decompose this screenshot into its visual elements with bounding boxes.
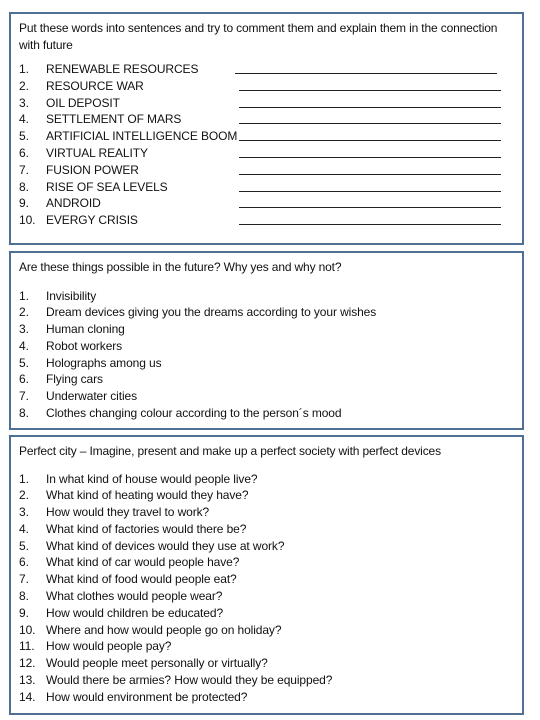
item-text: FUSION POWER bbox=[46, 162, 139, 177]
item-text: What kind of car would people have? bbox=[46, 555, 240, 570]
item-text: Would there be armies? How would they be equipped? bbox=[46, 673, 333, 688]
answer-line[interactable] bbox=[239, 174, 501, 175]
answer-line[interactable] bbox=[239, 123, 501, 124]
list-item bbox=[19, 128, 514, 145]
item-number: 9. bbox=[19, 196, 29, 211]
item-text: ANDROID bbox=[46, 196, 101, 211]
item-text: Holographs among us bbox=[46, 355, 162, 370]
item-text: How would they travel to work? bbox=[46, 505, 210, 520]
item-number: 3. bbox=[19, 505, 29, 520]
words-list bbox=[19, 61, 514, 229]
item-number: 13. bbox=[19, 673, 36, 688]
answer-line[interactable] bbox=[235, 73, 497, 74]
item-number: 3. bbox=[19, 322, 29, 337]
list-item bbox=[19, 212, 514, 229]
answer-line[interactable] bbox=[239, 140, 501, 141]
list-item bbox=[19, 388, 514, 405]
item-number: 10. bbox=[19, 213, 36, 228]
answer-line[interactable] bbox=[239, 207, 501, 208]
list-item bbox=[19, 145, 514, 162]
item-number: 6. bbox=[19, 372, 29, 387]
item-number: 8. bbox=[19, 589, 29, 604]
item-number: 5. bbox=[19, 355, 29, 370]
item-text: RESOURCE WAR bbox=[46, 78, 144, 93]
item-text: How would environment be protected? bbox=[46, 689, 248, 704]
item-text: How would people pay? bbox=[46, 639, 172, 654]
section-words-box bbox=[9, 12, 524, 245]
list-item bbox=[19, 655, 514, 672]
section-possible-title: Are these things possible in the future? Why yes and why not? bbox=[19, 260, 342, 274]
item-text: Would people meet personally or virtually? bbox=[46, 656, 268, 671]
list-item bbox=[19, 521, 514, 538]
item-text: What clothes would people wear? bbox=[46, 589, 223, 604]
list-item bbox=[19, 689, 514, 706]
list-item bbox=[19, 638, 514, 655]
item-number: 14. bbox=[19, 689, 36, 704]
list-item bbox=[19, 111, 514, 128]
list-item bbox=[19, 504, 514, 521]
section-perfect-city-title: Perfect city – Imagine, present and make up a perfect society with perfect devices bbox=[19, 444, 441, 458]
list-item bbox=[19, 338, 514, 355]
item-number: 12. bbox=[19, 656, 36, 671]
list-item bbox=[19, 622, 514, 639]
answer-line[interactable] bbox=[239, 107, 501, 108]
item-number: 7. bbox=[19, 572, 29, 587]
item-number: 8. bbox=[19, 179, 29, 194]
answer-line[interactable] bbox=[239, 90, 501, 91]
item-number: 7. bbox=[19, 389, 29, 404]
item-text: SETTLEMENT OF MARS bbox=[46, 112, 182, 127]
answer-line[interactable] bbox=[239, 224, 501, 225]
item-text: OIL DEPOSIT bbox=[46, 95, 120, 110]
answer-line[interactable] bbox=[239, 157, 501, 158]
list-item bbox=[19, 179, 514, 196]
answer-line[interactable] bbox=[239, 191, 501, 192]
section-perfect-city-box bbox=[9, 435, 524, 715]
list-item bbox=[19, 405, 514, 422]
section-possible-box bbox=[9, 251, 524, 430]
item-number: 5. bbox=[19, 129, 29, 144]
item-number: 2. bbox=[19, 488, 29, 503]
item-number: 2. bbox=[19, 78, 29, 93]
list-item bbox=[19, 288, 514, 305]
list-item bbox=[19, 355, 514, 372]
item-text: Invisibility bbox=[46, 288, 97, 303]
item-text: What kind of food would people eat? bbox=[46, 572, 237, 587]
item-text: In what kind of house would people live? bbox=[46, 471, 258, 486]
item-number: 4. bbox=[19, 112, 29, 127]
item-number: 10. bbox=[19, 622, 36, 637]
list-item bbox=[19, 195, 514, 212]
item-text: What kind of heating would they have? bbox=[46, 488, 249, 503]
item-number: 8. bbox=[19, 406, 29, 421]
list-item bbox=[19, 605, 514, 622]
item-text: RENEWABLE RESOURCES bbox=[46, 62, 199, 76]
item-text: What kind of devices would they use at work? bbox=[46, 538, 285, 553]
item-text: Flying cars bbox=[46, 372, 103, 387]
item-text: Where and how would people go on holiday? bbox=[46, 622, 282, 637]
item-text: Human cloning bbox=[46, 322, 125, 337]
item-number: 3. bbox=[19, 95, 29, 110]
item-text: Robot workers bbox=[46, 338, 123, 353]
item-number: 1. bbox=[19, 471, 29, 486]
item-number: 11. bbox=[19, 639, 35, 654]
item-number: 5. bbox=[19, 538, 29, 553]
section-words-title: Put these words into sentences and try to comment them and explain them in the connection with future bbox=[19, 21, 498, 52]
list-item bbox=[19, 672, 514, 689]
list-item bbox=[19, 538, 514, 555]
list-item bbox=[19, 487, 514, 504]
list-item bbox=[19, 162, 514, 179]
item-text: What kind of factories would there be? bbox=[46, 521, 247, 536]
item-number: 4. bbox=[19, 338, 29, 353]
item-text: How would children be educated? bbox=[46, 605, 224, 620]
item-number: 7. bbox=[19, 162, 29, 177]
item-text: RISE OF SEA LEVELS bbox=[46, 179, 168, 194]
list-item bbox=[19, 304, 514, 321]
item-text: ARTIFICIAL INTELLIGENCE BOOM bbox=[46, 129, 238, 144]
list-item bbox=[19, 321, 514, 338]
item-text: Underwater cities bbox=[46, 389, 138, 404]
item-text: Clothes changing colour according to the person´s mood bbox=[46, 406, 342, 421]
list-item bbox=[19, 371, 514, 388]
perfect-city-list bbox=[19, 471, 514, 706]
item-number: 6. bbox=[19, 555, 29, 570]
item-text: VIRTUAL REALITY bbox=[46, 145, 148, 160]
item-text: Dream devices giving you the dreams according to your wishes bbox=[46, 305, 377, 320]
item-number: 4. bbox=[19, 521, 29, 536]
item-text: EVERGY CRISIS bbox=[46, 213, 138, 228]
list-item bbox=[19, 571, 514, 588]
list-item bbox=[19, 95, 514, 112]
item-number: 1. bbox=[19, 62, 29, 76]
item-number: 1. bbox=[19, 288, 29, 303]
possible-list bbox=[19, 288, 514, 422]
item-number: 9. bbox=[19, 605, 29, 620]
list-item bbox=[19, 554, 514, 571]
list-item bbox=[19, 588, 514, 605]
item-number: 2. bbox=[19, 305, 29, 320]
item-number: 6. bbox=[19, 145, 29, 160]
list-item bbox=[19, 61, 514, 78]
list-item bbox=[19, 471, 514, 488]
list-item bbox=[19, 78, 514, 95]
